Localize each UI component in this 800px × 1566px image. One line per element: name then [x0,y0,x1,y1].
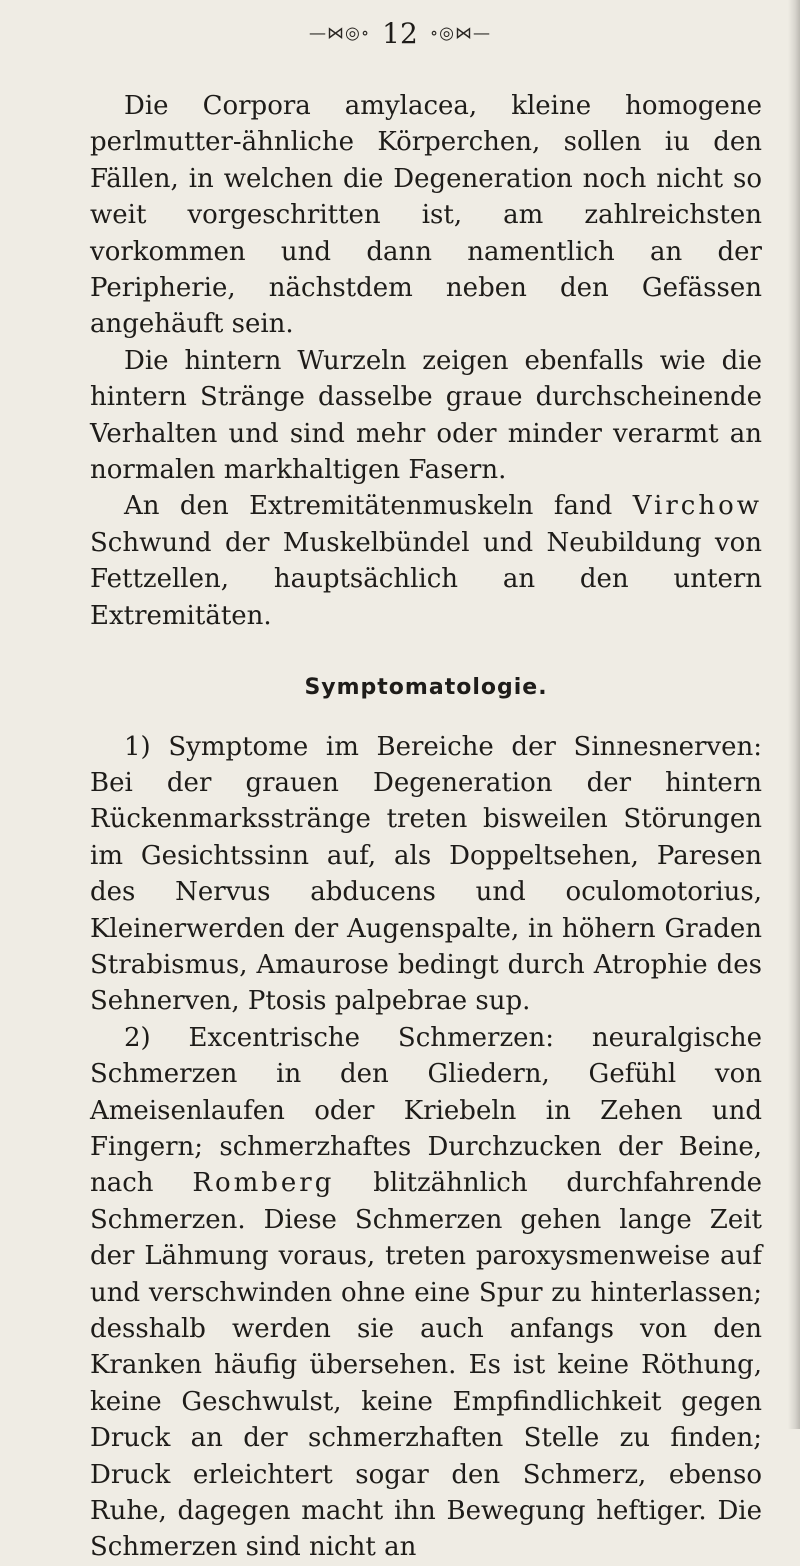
paragraph-text: Schwund der Muskelbündel und Neubildung von Fettzellen, hauptsächlich an den untern Extremitäten. [90,527,762,631]
paragraph-sinnesnerven: 1) Symptome im Bereiche der Sinnesnerven: Bei der grauen Degeneration der hintern Rückenmarksstränge treten bisweilen Störungen im Gesichtssinn auf, als Doppeltsehen, Paresen des Nervus abducens und oculomotorius, Kleinerwerden der Augenspalte, in höhern Graden Strabismus, Amaurose bedingt durch Atrophie des Sehnerven, Ptosis palpebrae sup. [90,731,762,1017]
page-body [90,88,762,1566]
author-name-romberg: Romberg [192,1168,335,1199]
paragraph-hintern-wurzeln: Die hintern Wurzeln zeigen ebenfalls wie die hintern Stränge dasselbe graue durchscheinende Verhalten und sind mehr oder minder verarmt an normalen markhaltigen Fasern. [90,345,762,486]
paragraph-text: blitzähnlich durchfahrende Schmerzen. Diese Schmerzen gehen lange Zeit der Lähmung voraus, treten paroxysmenweise auf und verschwinden ohne eine Spur zu hinterlassen; desshalb werden sie auch anfangs von den Kranken häufig übersehen. Es ist keine Röthung, keine Geschwulst, keine Empfindlichkeit gegen Druck an der schmerzhaften Stelle zu finden; Druck erleichtert sogar den Schmerz, ebenso Ruhe, dagegen macht ihn Bewegung heftiger. Die Schmerzen sind nicht an [90,1168,762,1563]
page-number: 12 [382,16,418,50]
author-name-virchow: Virchow [632,491,762,522]
header-ornament-right: ∘◎⋈— [429,23,491,44]
header-ornament-left: —⋈◎∘ [309,23,371,44]
paragraph-text: An den Extremitätenmuskeln fand [124,491,633,522]
paragraph-excentrische-schmerzen [90,1020,762,1566]
paragraph-text: 2) Excentrische Schmerzen: neuralgische Schmerzen in den Gliedern, Gefühl von Ameisenlaufen oder Kriebeln in Zehen und Fingern; schmerzhaftes Durchzucken der Beine, nach [90,1022,762,1199]
section-heading: Symptomatologie. [304,675,548,701]
page-edge-shadow [788,0,800,1429]
paragraph-corpora-amylacea: Die Corpora amylacea, kleine homogene perlmutter-ähnliche Körperchen, sollen iu den Fällen, in welchen die Degeneration noch nicht so weit vorgeschritten ist, am zahlreichsten vorkommen und dann namentlich an der Peripherie, nächstdem neben den Gefässen angehäuft sein. [90,91,762,340]
page-header [0,14,800,52]
paragraph-extremitaetenmuskeln [90,488,762,634]
